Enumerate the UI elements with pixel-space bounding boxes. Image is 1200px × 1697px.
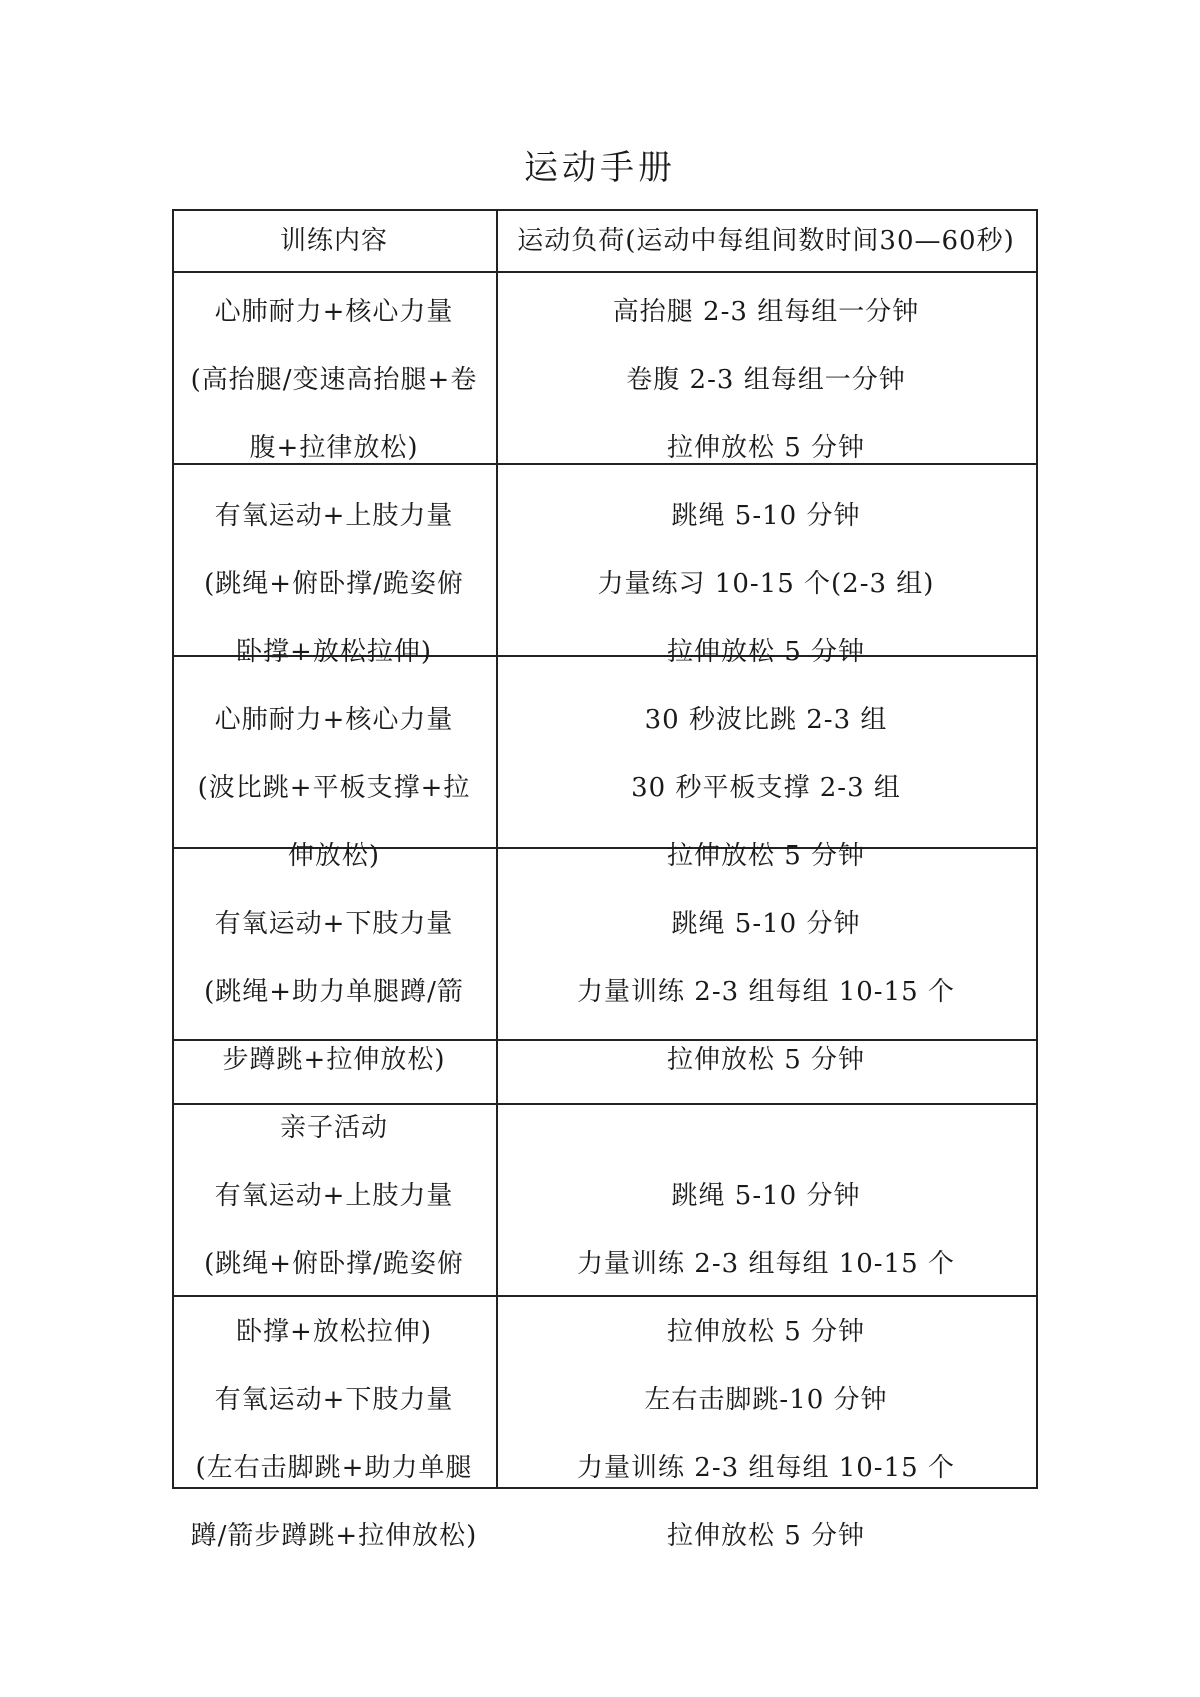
exercise-load-line: 力量训练 2-3 组每组 10-15 个 [577,1249,955,1279]
exercise-load-line: 跳绳 5-10 分钟 [671,1181,861,1211]
table-row-divider [172,1103,1036,1105]
training-content-line: 亲子活动 [279,1113,388,1143]
exercise-load-line: 左右击脚跳-10 分钟 [644,1385,888,1415]
training-content-line: (左右击脚跳+助力单腿 [195,1453,473,1483]
training-content-line: 有氧运动+上肢力量 [214,1181,454,1211]
exercise-load-line: 30 秒平板支撑 2-3 组 [631,773,901,803]
exercise-load-line: 跳绳 5-10 分钟 [671,501,861,531]
training-content-line: 伸放松) [287,841,381,871]
exercise-load-line: 力量训练 2-3 组每组 10-15 个 [577,977,955,1007]
training-content-line: (跳绳+俯卧撑/跪姿俯 [204,1249,464,1279]
training-content-line: (跳绳+助力单腿蹲/箭 [204,977,464,1007]
training-content-line: 卧撑+放松拉伸) [236,1317,432,1347]
training-content-line: (跳绳+俯卧撑/跪姿俯 [204,569,464,599]
training-content-line: 腹+拉律放松) [249,433,419,463]
table-row-divider [172,1295,1036,1297]
training-content-line: 蹲/箭步蹲跳+拉伸放松) [190,1521,478,1551]
exercise-load-line: 拉伸放松 5 分钟 [666,1521,866,1551]
table-row-divider [172,271,1036,273]
exercise-load-line: 拉伸放松 5 分钟 [666,637,866,667]
training-content-line: 心肺耐力+核心力量 [214,297,454,327]
training-content-line: 步蹲跳+拉伸放松) [222,1045,446,1075]
exercise-load-line: 30 秒波比跳 2-3 组 [644,705,888,735]
header-exercise-load: 运动负荷(运动中每组间数时间30—60秒) [517,226,1015,256]
exercise-load-line: 力量训练 2-3 组每组 10-15 个 [577,1453,955,1483]
table-border-right [1036,209,1038,1489]
exercise-load-line: 拉伸放松 5 分钟 [666,1045,866,1075]
training-content-line: 心肺耐力+核心力量 [214,705,454,735]
exercise-load-line: 高抬腿 2-3 组每组一分钟 [612,297,920,327]
exercise-load-line: 跳绳 5-10 分钟 [671,909,861,939]
exercise-load-line: 力量练习 10-15 个(2-3 组) [597,569,935,599]
training-content-line: (波比跳+平板支撑+拉 [197,773,471,803]
table-row-divider [172,1039,1036,1041]
header-training-content: 训练内容 [279,226,388,256]
table-border-bottom [172,1487,1036,1489]
exercise-load-line: 拉伸放松 5 分钟 [666,433,866,463]
exercise-load-line: 拉伸放松 5 分钟 [666,1317,866,1347]
training-content-line: 有氧运动+上肢力量 [214,501,454,531]
table-border-top [172,209,1036,211]
training-content-line: 卧撑+放松拉伸) [236,637,432,667]
training-content-line: (高抬腿/变速高抬腿+卷 [190,365,478,395]
page-title: 运动手册 [524,148,676,188]
training-content-line: 有氧运动+下肢力量 [214,1385,454,1415]
exercise-load-line: 拉伸放松 5 分钟 [666,841,866,871]
exercise-load-line: 卷腹 2-3 组每组一分钟 [626,365,906,395]
training-content-line: 有氧运动+下肢力量 [214,909,454,939]
